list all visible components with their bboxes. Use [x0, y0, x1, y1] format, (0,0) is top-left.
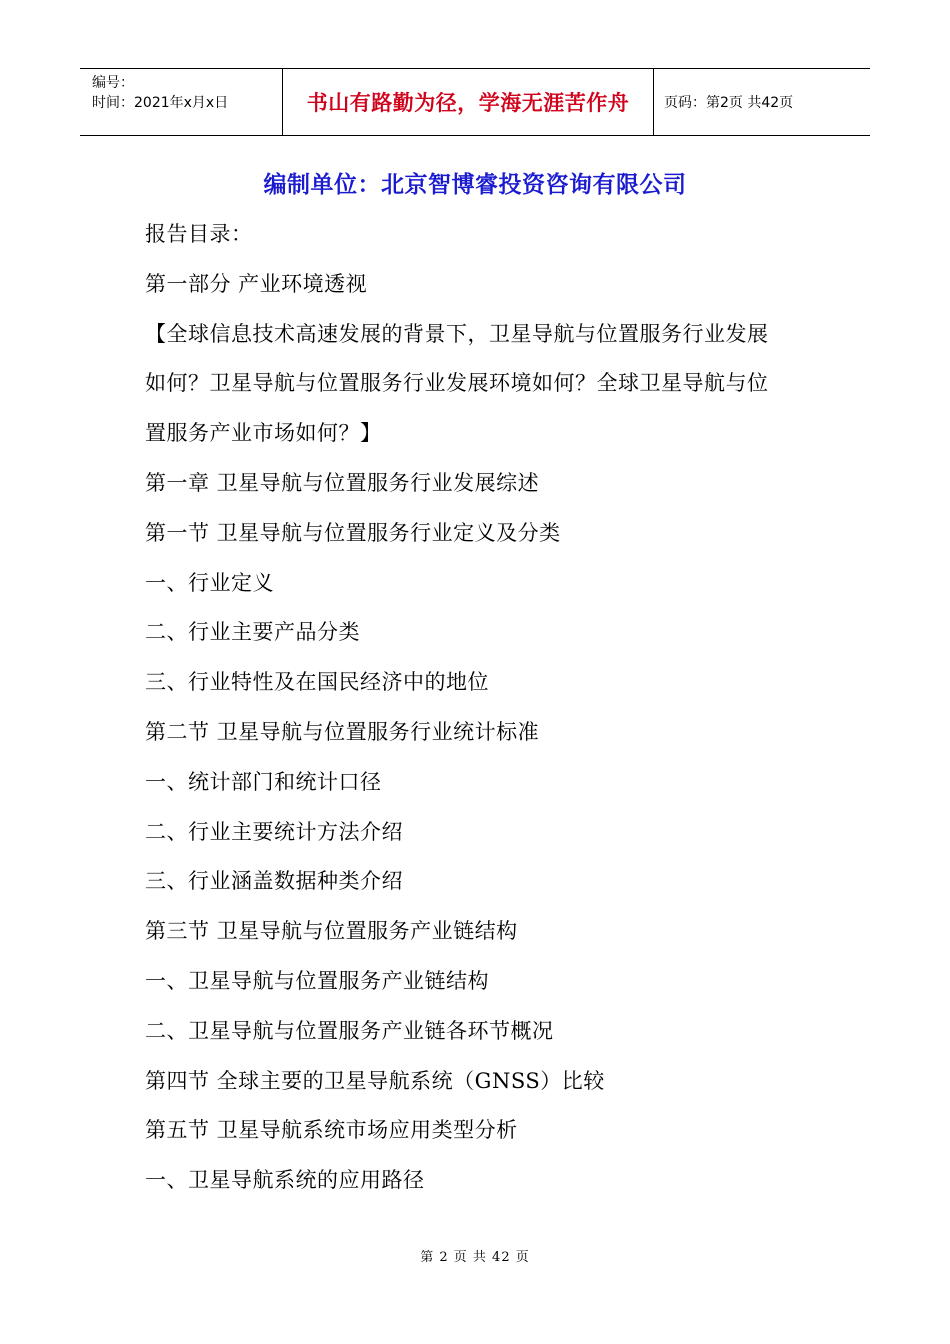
document-number-label: 编号：	[92, 75, 134, 91]
toc-line: 【全球信息技术高速发展的背景下，卫星导航与位置服务行业发展	[145, 321, 769, 346]
toc-line: 第二节 卫星导航与位置服务行业统计标准	[145, 719, 540, 744]
toc-line: 一、卫星导航系统的应用路径	[145, 1168, 425, 1193]
page-footer: 第 2 页 共 42 页	[420, 1250, 530, 1265]
toc-line: 一、统计部门和统计口径	[145, 769, 382, 794]
toc-line: 第四节 全球主要的卫星导航系统（GNSS）比较	[145, 1068, 605, 1093]
toc-line: 第五节 卫星导航系统市场应用类型分析	[145, 1118, 518, 1143]
toc-line: 如何？卫星导航与位置服务行业发展环境如何？全球卫星导航与位	[145, 371, 769, 396]
org-title: 编制单位：北京智博睿投资咨询有限公司	[263, 172, 687, 198]
header-meta-cell	[80, 69, 282, 135]
toc-line: 二、卫星导航与位置服务产业链各环节概况	[145, 1018, 554, 1043]
document-date-label: 时间：2021年x月x日	[92, 95, 229, 111]
report-toc	[145, 214, 825, 1210]
toc-line: 三、行业涵盖数据种类介绍	[145, 869, 403, 894]
toc-line: 一、行业定义	[145, 570, 274, 595]
header-table	[80, 68, 870, 136]
header-motto: 书山有路勤为径，学海无涯苦作舟	[282, 69, 654, 135]
toc-line: 三、行业特性及在国民经济中的地位	[145, 670, 489, 695]
toc-line: 置服务产业市场如何？】	[145, 421, 382, 446]
toc-line: 一、卫星导航与位置服务产业链结构	[145, 968, 489, 993]
toc-line: 报告目录：	[145, 222, 253, 246]
toc-line: 二、行业主要产品分类	[145, 620, 360, 645]
toc-line: 第一章 卫星导航与位置服务行业发展综述	[145, 470, 540, 495]
toc-line: 第一部分 产业环境透视	[145, 271, 368, 296]
toc-line: 第三节 卫星导航与位置服务产业链结构	[145, 919, 518, 944]
toc-line: 二、行业主要统计方法介绍	[145, 819, 403, 844]
header-page-info: 页码：第2页 共42页	[664, 95, 794, 111]
toc-line: 第一节 卫星导航与位置服务行业定义及分类	[145, 520, 561, 545]
